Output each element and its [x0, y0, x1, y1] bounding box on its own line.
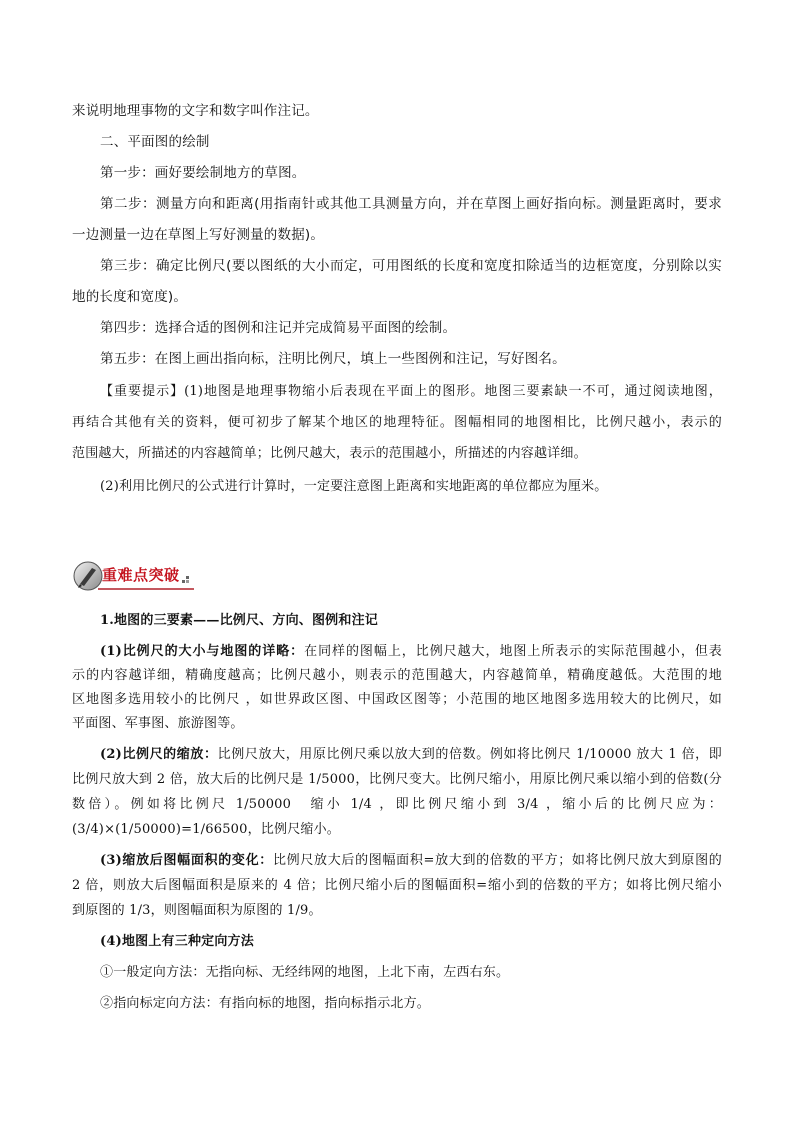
tip-line-2: 再结合其他有关的资料，便可初步了解某个地区的地理特征。图幅相同的地图相比，比例尺越小，表示的: [72, 415, 722, 430]
step-2-line-2: 一边测量一边在草图上写好测量的数据)。: [72, 227, 325, 243]
p3-line-2: 2 倍，则放大后图幅面积是原来的 4 倍；比例尺缩小后的图幅面积=缩小到的倍数的平方；如将比例尺缩小: [72, 878, 722, 893]
p1-line-2: 示的内容越详细，精确度越高；比例尺越小，则表示的范围越大，内容越简单，精确度越低。大范围的地: [72, 668, 722, 683]
step-1: 第一步：画好要绘制地方的草图。: [100, 165, 306, 181]
step-3-line-2: 地的长度和宽度)。: [72, 289, 188, 305]
p2-line-1: [100, 745, 722, 765]
p2-line-4: (3/4)×(1/50000)=1/66500，比例尺缩小。: [72, 822, 341, 837]
p2-title: (2)比例尺的缩放：: [100, 747, 218, 762]
p4-title: (4)地图上有三种定向方法: [100, 934, 254, 949]
step-5: 第五步：在图上画出指向标，注明比例尺，填上一些图例和注记，写好图名。: [100, 351, 566, 367]
step-4: 第四步：选择合适的图例和注记并完成简易平面图的绘制。: [100, 320, 457, 336]
p2-line-3: 数倍）。例如将比例尺 1/50000 缩小 1/4 ，即比例尺缩小到 3/4 ，缩小后的比例尺应为：: [72, 797, 722, 812]
tip-line-1: [100, 382, 722, 402]
p2-line-2: 比例尺放大到 2 倍，放大后的比例尺是 1/5000，比例尺变大。比例尺缩小，用原比例尺乘以缩小到的倍数(分: [72, 772, 722, 787]
step-3-line-1: 第三步：确定比例尺(要以图纸的大小而定，可用图纸的长度和宽度扣除适当的边框宽度，分别除以实: [100, 258, 722, 274]
p4-item-1: ①一般定向方法：无指向标、无经纬网的地图，上北下南，左西右东。: [100, 965, 510, 980]
p1-title: (1)比例尺的大小与地图的详略：: [100, 644, 305, 659]
p1-line-1: [100, 642, 722, 662]
p1-text-1: 在同样的图幅上，比例尺越大，地图上所表示的实际范围越小，但表: [304, 644, 722, 659]
p3-title: (3)缩放后图幅面积的变化：: [100, 853, 273, 868]
intro-text: 来说明地理事物的文字和数字叫作注记。: [72, 103, 319, 119]
tip-line-3: 范围越大，所描述的内容越简单；比例尺越大，表示的范围越小，所描述的内容越详细。: [72, 446, 587, 461]
breakthrough-heading: 1.地图的三要素——比例尺、方向、图例和注记: [100, 613, 378, 628]
tip-text-1: (1)地图是地理事物缩小后表现在平面上的图形。地图三要素缺一不可，通过阅读地图，: [184, 384, 722, 399]
section-heading: 二、平面图的绘制: [100, 134, 210, 150]
tip-line-4: (2)利用比例尺的公式进行计算时，一定要注意图上距离和实地距离的单位都应为厘米。: [100, 479, 608, 494]
p2-text-1: 比例尺放大，用原比例尺乘以放大到的倍数。例如将比例尺 1/10000 放大 1 倍，即: [217, 747, 722, 762]
section-banner: [72, 560, 197, 592]
p3-line-3: 到原图的 1/3，则图幅面积为原图的 1/9。: [72, 903, 322, 918]
banner-title: 重难点突破: [102, 566, 180, 584]
step-2-line-1: 第二步：测量方向和距离(用指南针或其他工具测量方向，并在草图上画好指向标。测量距离时，要求: [100, 196, 722, 212]
p1-line-3: 区地图多选用较小的比例尺 ，如世界政区图、中国政区图等；小范围的地区地图多选用较大的比例尺，如: [72, 692, 722, 707]
p1-line-4: 平面图、军事图、旅游图等。: [72, 716, 244, 731]
p4-item-2: ②指向标定向方法：有指向标的地图，指向标指示北方。: [100, 996, 431, 1011]
tip-label: 【重要提示】: [100, 384, 185, 399]
p3-line-1: [100, 851, 722, 871]
p3-text-1: 比例尺放大后的图幅面积=放大到的倍数的平方；如将比例尺放大到原图的: [272, 853, 722, 868]
